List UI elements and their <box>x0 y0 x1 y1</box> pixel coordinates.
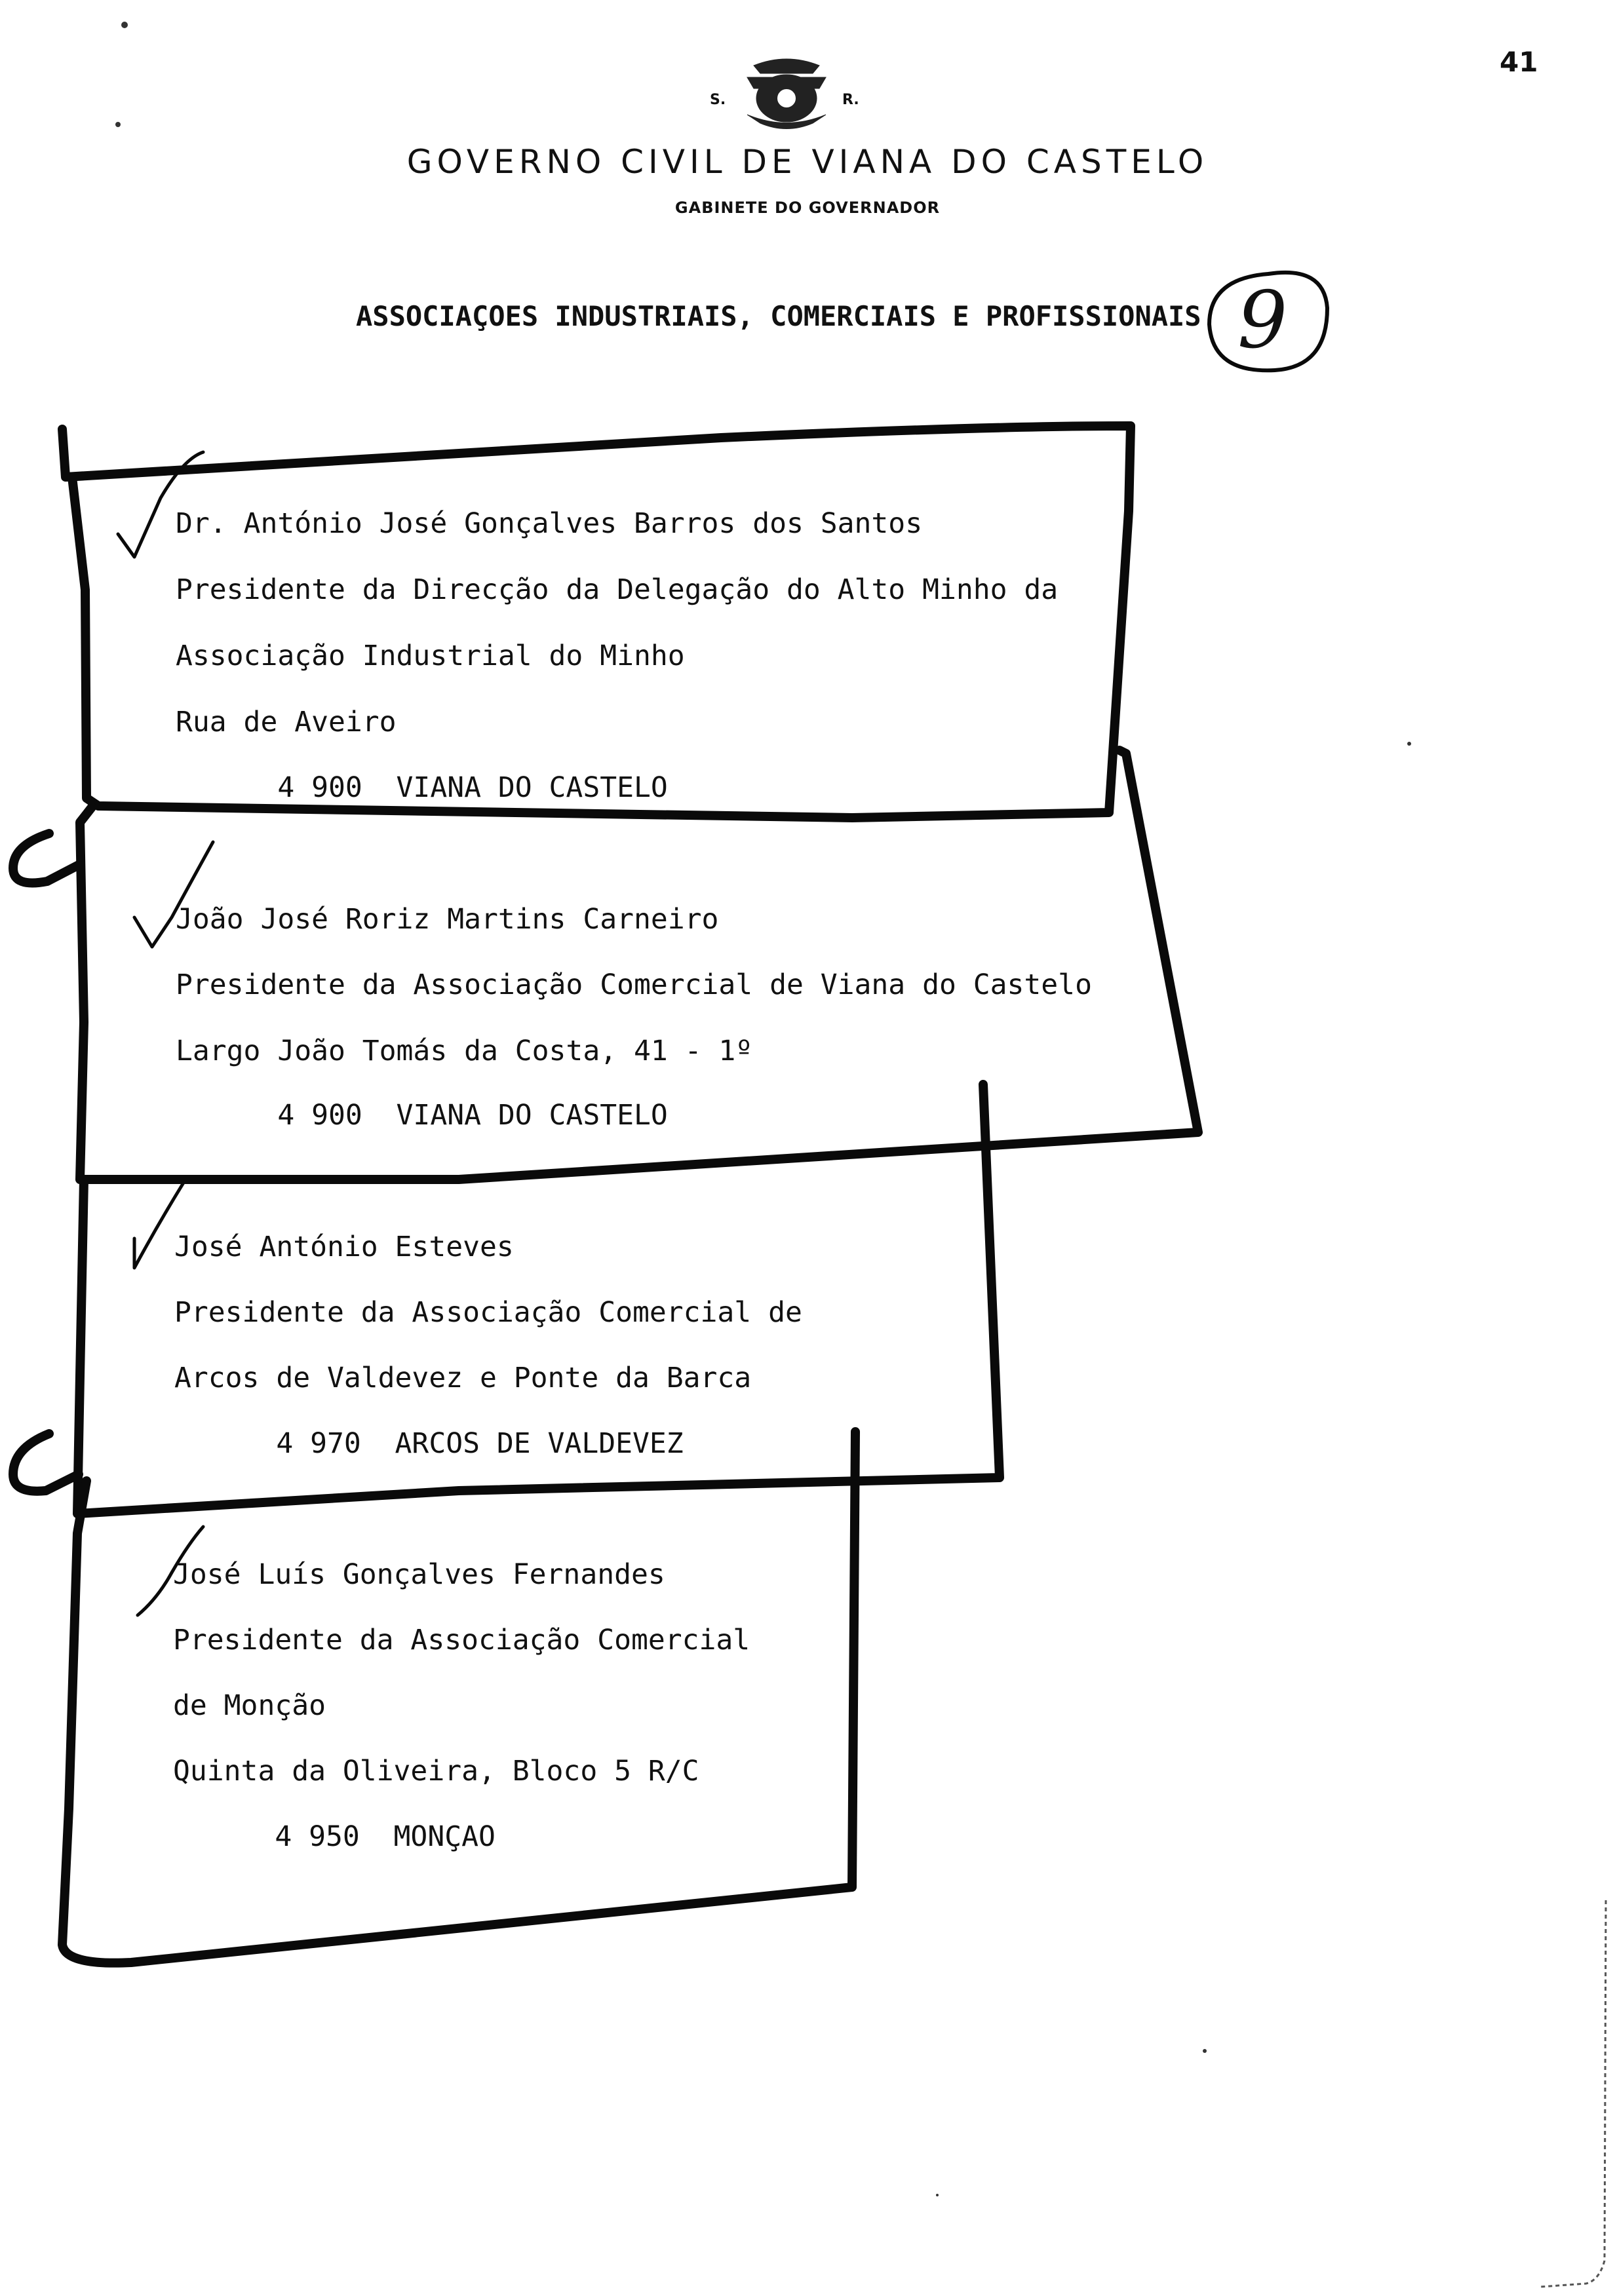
entry-title: Presidente da Associação Comercial <box>173 1624 750 1656</box>
entry-title: Presidente da Direcção da Delegação do Alto Minho da <box>176 573 1059 606</box>
entry-address: Largo João Tomás da Costa, 41 - 1º <box>176 1035 753 1067</box>
entry-postcode-city: 4 970 ARCOS DE VALDEVEZ <box>174 1427 684 1460</box>
entry-address: Quinta da Oliveira, Bloco 5 R/C <box>173 1755 699 1788</box>
letterhead-title: GOVERNO CIVIL DE VIANA DO CASTELO <box>406 143 1209 181</box>
seal-letter-right: R. <box>842 92 859 108</box>
entry-postcode-city: 4 900 VIANA DO CASTELO <box>176 771 668 804</box>
entry-organisation: Arcos de Valdevez e Ponte da Barca <box>174 1362 752 1394</box>
entry-name: José António Esteves <box>174 1231 514 1263</box>
entry-address: Rua de Aveiro <box>176 706 397 738</box>
entry-postcode-city: 4 950 MONÇAO <box>173 1820 496 1853</box>
margin-mark-1 <box>13 833 79 883</box>
entry-name: João José Roriz Martins Carneiro <box>176 903 719 936</box>
handwritten-number: 9 <box>1237 275 1288 366</box>
entry-name: Dr. António José Gonçalves Barros dos Santos <box>176 507 923 540</box>
checkmark-1 <box>118 452 203 557</box>
entry-organisation: Associação Industrial do Minho <box>176 640 685 672</box>
entry-organisation: de Monção <box>173 1689 326 1722</box>
entry-title: Presidente da Associação Comercial de Viana do Castelo <box>176 968 1092 1001</box>
section-title: ASSOCIAÇOES INDUSTRIAIS, COMERCIAIS E PROFISSIONAIS <box>356 300 1201 332</box>
entry-postcode-city: 4 900 VIANA DO CASTELO <box>176 1099 668 1132</box>
letterhead-subtitle: GABINETE DO GOVERNADOR <box>674 199 941 217</box>
entry-name: José Luís Gonçalves Fernandes <box>173 1558 665 1591</box>
margin-mark-2 <box>13 1434 79 1491</box>
page-number: 41 <box>1500 46 1538 78</box>
entry-title: Presidente da Associação Comercial de <box>174 1296 802 1329</box>
entry-box-1 <box>62 426 1131 818</box>
seal-letter-left: S. <box>710 92 726 108</box>
